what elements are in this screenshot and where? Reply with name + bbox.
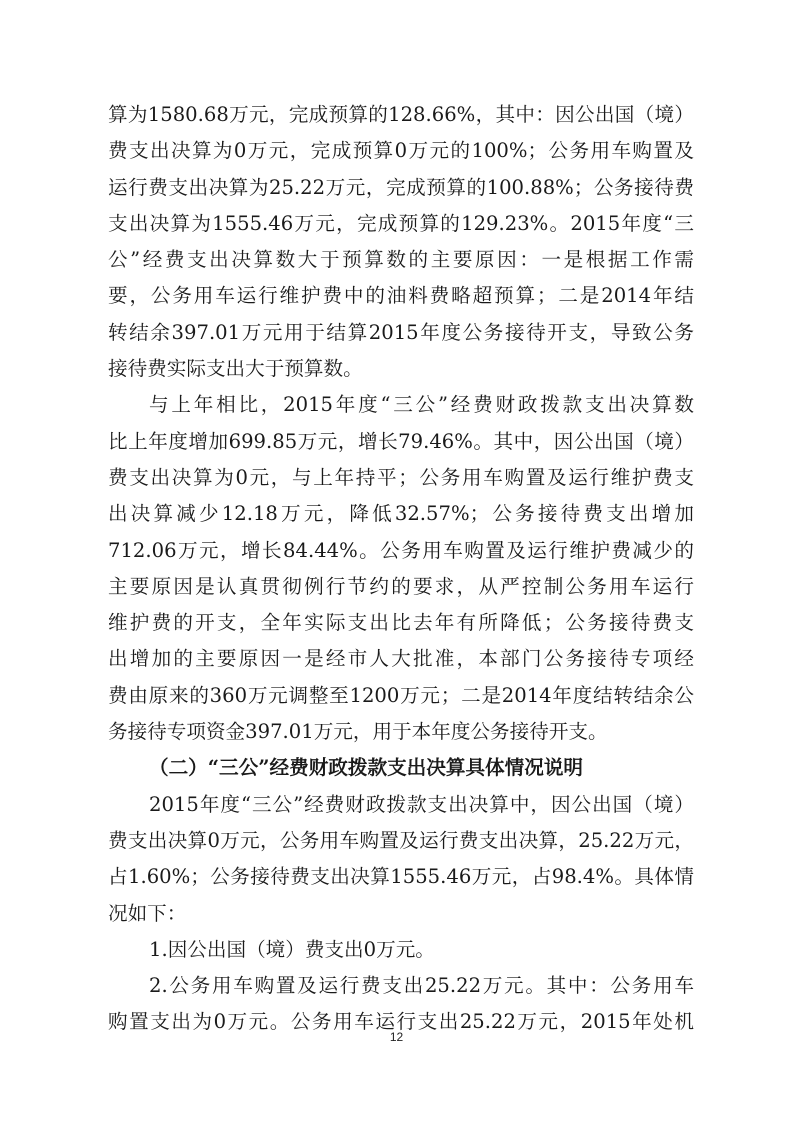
text-line: 运行费支出决算为25.22万元，完成预算的100.88%；公务接待费 — [108, 175, 694, 199]
text-line: 转结余397.01万元用于结算2015年度公务接待开支，导致公务 — [108, 320, 694, 344]
text-line: 支出决算为1555.46万元，完成预算的129.23%。2015年度“三 — [108, 211, 694, 235]
text-line: 接待费实际支出大于预算数。 — [108, 357, 363, 381]
text-line: 712.06万元，增长84.44%。公务用车购置及运行维护费减少的 — [108, 538, 694, 562]
text-line: 购置支出为0万元。公务用车运行支出25.22万元，2015年处机 — [108, 1010, 694, 1034]
text-line: 费支出决算0万元，公务用车购置及运行费支出决算，25.22万元， — [108, 828, 694, 852]
text-line: 维护费的开支，全年实际支出比去年有所降低；公务接待费支 — [108, 611, 694, 635]
text-line: 2015年度“三公”经费财政拨款支出决算中，因公出国（境） — [149, 792, 694, 816]
text-line: 务接待专项资金397.01万元，用于本年度公务接待开支。 — [108, 720, 608, 744]
list-item: 2.公务用车购置及运行费支出25.22万元。其中：公务用车 — [149, 974, 694, 998]
text-line: 出决算减少12.18万元，降低32.57%；公务接待费支出增加 — [108, 502, 694, 526]
section-heading: （二）“三公”经费财政拨款支出决算具体情况说明 — [149, 756, 584, 780]
text-line: 主要原因是认真贯彻例行节约的要求，从严控制公务用车运行 — [108, 574, 694, 598]
list-item: 1.因公出国（境）费支出0万元。 — [149, 937, 435, 961]
text-line: 费支出决算为0万元，完成预算0万元的100%；公务用车购置及 — [108, 139, 694, 163]
text-line: 公”经费支出决算数大于预算数的主要原因：一是根据工作需 — [108, 248, 694, 272]
text-line: 出增加的主要原因一是经市人大批准，本部门公务接待专项经 — [108, 647, 694, 671]
text-line: 费由原来的360万元调整至1200万元；二是2014年度结转结余公 — [108, 683, 694, 707]
text-line: 况如下： — [108, 901, 187, 925]
body-text — [108, 97, 694, 1041]
text-line: 与上年相比，2015年度“三公”经费财政拨款支出决算数 — [149, 393, 694, 417]
text-line: 费支出决算为0元，与上年持平；公务用车购置及运行维护费支 — [108, 465, 694, 489]
text-line: 算为1580.68万元，完成预算的128.66%，其中：因公出国（境） — [108, 103, 694, 126]
text-line: 占1.60%；公务接待费支出决算1555.46万元，占98.4%。具体情 — [108, 865, 694, 889]
text-line: 要，公务用车运行维护费中的油料费略超预算；二是2014年结 — [108, 284, 694, 308]
text-line: 比上年度增加699.85万元，增长79.46%。其中，因公出国（境） — [108, 429, 694, 453]
page-number: 12 — [389, 1030, 404, 1044]
